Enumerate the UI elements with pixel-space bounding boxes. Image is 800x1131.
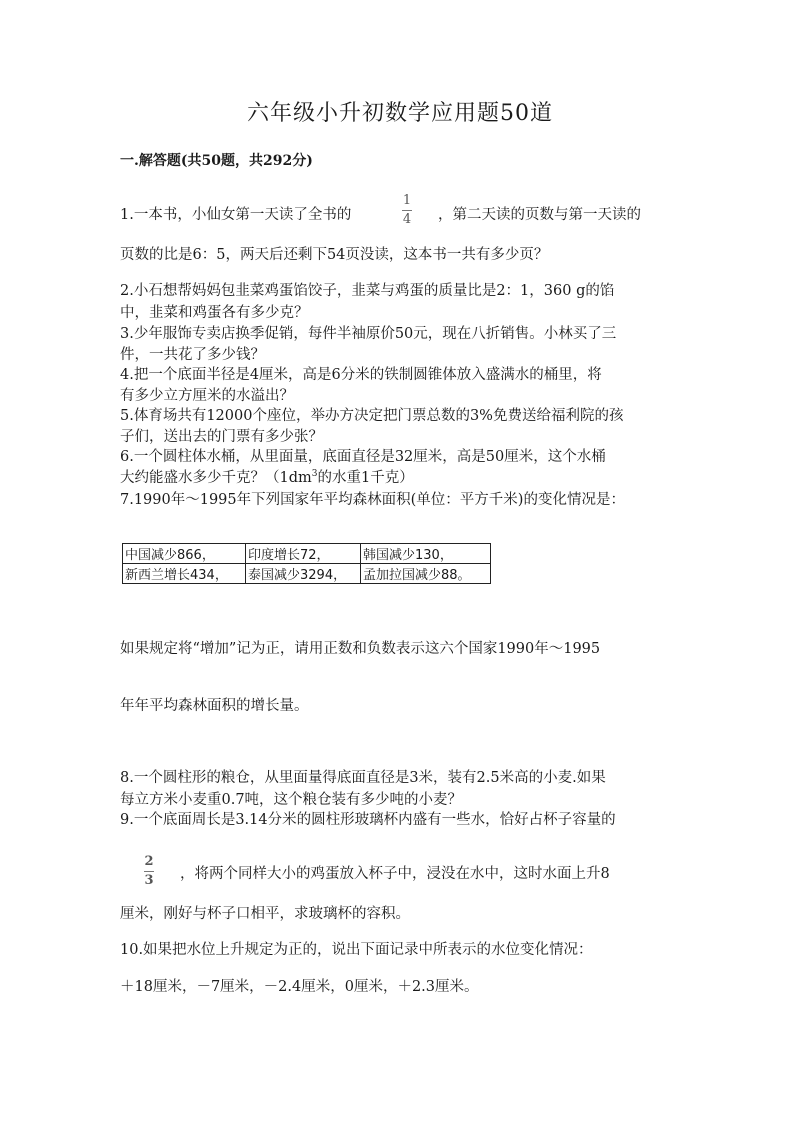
q10-line-2: ＋18厘米，－7厘米，－2.4厘米，0厘米，＋2.3厘米。 (120, 979, 479, 995)
q10-line-1: 10.如果把水位上升规定为正的，说出下面记录中所表示的水位变化情况： (120, 942, 593, 958)
q6-line-2 (120, 466, 414, 487)
q8-line-2: 每立方米小麦重0.7吨，这个粮仓装有多少吨的小麦？ (120, 792, 463, 808)
q1-line-2: 页数的比是6：5，两天后还剩下54页没读，这本书一共有多少页？ (120, 247, 549, 263)
q9-line-3: 厘米，刚好与杯子口相平，求玻璃杯的容积。 (120, 906, 410, 922)
q6-line-1: 6.一个圆柱体水桶，从里面量，底面直径是32厘米，高是50厘米，这个水桶 (120, 449, 606, 465)
q6-line-2b: 的水重1千克） (317, 470, 414, 486)
page-title: 六年级小升初数学应用题50道 (247, 101, 553, 126)
q7-question-line-2: 年年平均森林面积的增长量。 (120, 698, 309, 714)
q3-line-2: 件，一共花了多少钱？ (120, 347, 265, 363)
q7-question-line-1: 如果规定将“增加”记为正，请用正数和负数表示这六个国家1990年～1995 (120, 641, 601, 657)
q1-fraction-denominator: 4 (402, 212, 412, 227)
q5-line-2: 子们，送出去的门票有多少张？ (120, 429, 323, 445)
q2-line-1: 2.小石想帮妈妈包韭菜鸡蛋馅饺子，韭菜与鸡蛋的质量比是2：1，360 g的馅 (120, 283, 615, 299)
q6-line-2a: 大约能盛水多少千克？（1dm (120, 470, 312, 486)
q4-line-1: 4.把一个底面半径是4厘米，高是6分米的铁制圆锥体放入盛满水的桶里，将 (120, 367, 602, 383)
q1-line-1a: 1.一本书，小仙女第一天读了全书的 (120, 207, 352, 223)
q1-line-1b: ，第二天读的页数与第一天读的 (438, 207, 641, 223)
q3-line-1: 3.少年服饰专卖店换季促销，每件半袖原价50元，现在八折销售。小林买了三 (120, 326, 617, 342)
fraction-bar (402, 210, 412, 211)
table-cell: 印度增长72， (246, 544, 361, 564)
q4-line-2: 有多少立方厘米的水溢出？ (120, 388, 294, 404)
q9-fraction-numerator: 2 (144, 854, 154, 869)
q1-fraction-numerator: 1 (402, 193, 412, 208)
q9-fraction (144, 855, 154, 888)
q2-line-2: 中，韭菜和鸡蛋各有多少克？ (120, 305, 309, 321)
q6-superscript: 3 (311, 469, 318, 480)
q9-line-2: ，将两个同样大小的鸡蛋放入杯子中，浸没在水中，这时水面上升8 (180, 866, 610, 882)
q8-line-1: 8.一个圆柱形的粮仓，从里面量得底面直径是3米，装有2.5米高的小麦.如果 (120, 770, 606, 786)
q9-fraction-denominator: 3 (144, 873, 154, 888)
table-cell: 泰国减少3294， (246, 564, 361, 584)
q9-line-1: 9.一个底面周长是3.14分米的圆柱形玻璃杯内盛有一些水，恰好占杯子容量的 (120, 812, 616, 828)
q7-line-1: 7.1990年～1995年下列国家年平均森林面积(单位：平方千米)的变化情况是： (120, 492, 625, 508)
q1-fraction (402, 194, 412, 227)
forest-change-table (122, 543, 491, 584)
table-cell: 中国减少866， (123, 544, 246, 564)
table-cell: 新西兰增长434， (123, 564, 246, 584)
fraction-bar (144, 871, 154, 872)
table-row (123, 544, 491, 564)
q5-line-1: 5.体育场共有12000个座位，举办方决定把门票总数的3%免费送给福利院的孩 (120, 408, 624, 424)
table-cell: 孟加拉国减少88。 (361, 564, 491, 584)
table-row (123, 564, 491, 584)
table-cell: 韩国减少130， (361, 544, 491, 564)
section-heading: 一.解答题(共50题，共292分) (120, 153, 313, 169)
